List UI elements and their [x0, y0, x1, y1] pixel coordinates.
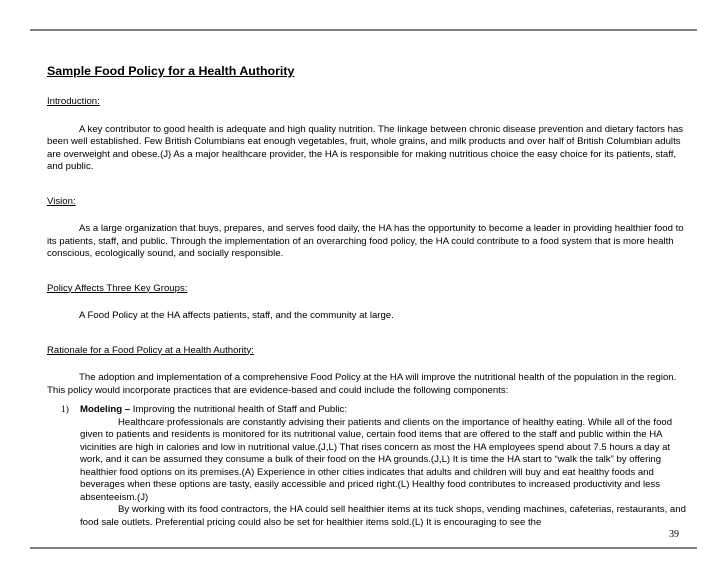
components-list: [47, 404, 687, 529]
document-page: [30, 29, 697, 549]
section-paragraph-introduction: A key contributor to good health is adequate and high quality nutrition. The linkage between chronic disease prevention and dietary factors has been well established. Few British Columbians eat enough vegetables, fruit, whole grains, and milk products and over half of British Columbian adults are overweight and obese.(J) As a major healthcare provider, the HA is responsible for making nutritious choice the easy choice for its patients, staff, and public.: [47, 123, 684, 172]
section-paragraph-rationale: The adoption and implementation of a comprehensive Food Policy at the HA will improve the nutritional health of the population in the region. This policy would incorporate practices that are evidence-based and could include the following components:: [47, 372, 677, 396]
list-item-paragraph-1: Healthcare professionals are constantly advising their patients and clients on the importance of healthy eating. While all of the food given to patients and residents is monitored for its nutritional value, certain food items that are offered to the staff and public within the HA vicinities are high in calories and low in nutritional value.(J,L) That rises concern as most the HA employees spend about 7.5 hours a day at work, and it can be assumed they consume a bulk of their food on the HA grounds.(J,L) It is time the HA start to “walk the talk” by offering healthier food options on its premises.(A) Experience in other cities indicates that adults and children will buy and eat healthy foods and beverages when these options are tasty, easily accessible and priced right.(L) Healthy food contributes to increased productivity and less absenteeism.(J): [80, 416, 673, 503]
section-heading-key-groups: Policy Affects Three Key Groups:: [47, 282, 188, 294]
section-paragraph-key-groups: A Food Policy at the HA affects patients, staff, and the community at large.: [79, 310, 394, 321]
list-item-label: Modeling –: [80, 404, 131, 415]
list-item-paragraph-2: By working with its food contractors, the HA could sell healthier items at its tuck shops, vending machines, cafeterias, restaurants, and food sale outlets. Preferential pricing could also be set for healthier items sold.(L) It is encouraging to see the: [80, 504, 686, 528]
document-title: Sample Food Policy for a Health Authority: [47, 64, 295, 78]
list-item-lead-text: Improving the nutritional health of Staff and Public:: [130, 404, 347, 415]
section-heading-vision: Vision:: [47, 195, 76, 207]
section-heading-introduction: Introduction:: [47, 96, 100, 107]
section-paragraph-vision: As a large organization that buys, prepares, and serves food daily, the HA has the opportunity to become a leader in providing healthier food to its patients, staff, and public. Through the implementation of an overarching food policy, the HA could contribute to a food system that is more health conscious, ecologically sound, and socially responsible.: [47, 223, 684, 259]
list-item-number: 1): [61, 404, 69, 415]
page-number: 39: [669, 529, 679, 540]
list-item-lead: [80, 404, 687, 417]
section-heading-rationale: Rationale for a Food Policy at a Health Authority:: [47, 344, 254, 356]
list-item: [47, 404, 687, 529]
document-content: [47, 63, 687, 529]
